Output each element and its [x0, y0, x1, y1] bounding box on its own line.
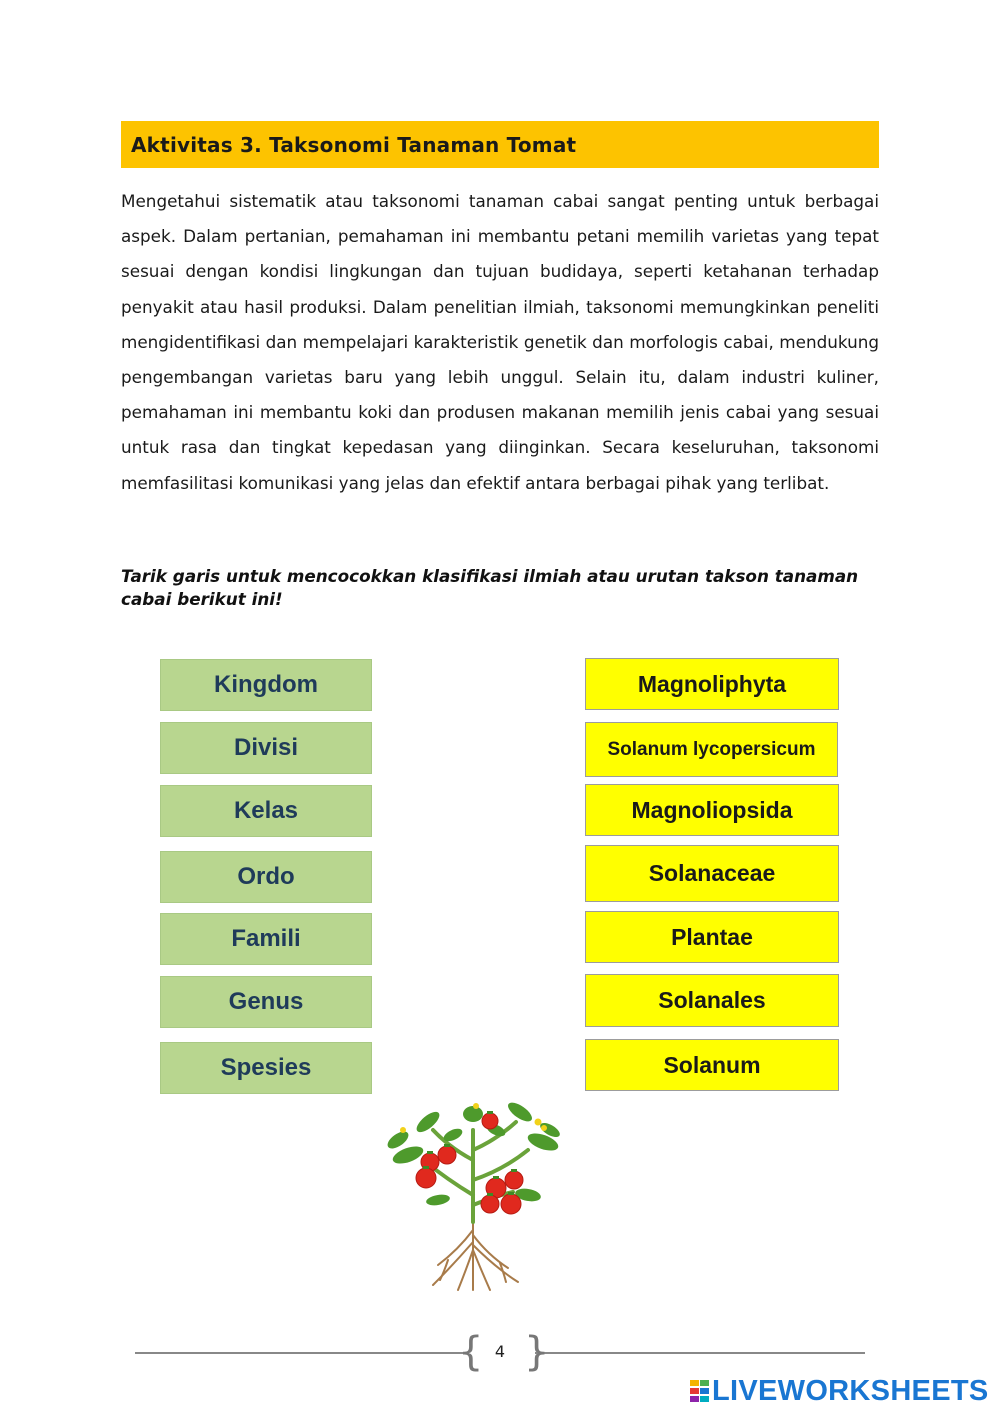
taxon-tile-solanales[interactable]: Solanales	[585, 974, 839, 1027]
footer-rule-right	[535, 1352, 865, 1354]
rank-tile-spesies[interactable]: Spesies	[160, 1042, 372, 1094]
taxon-tile-solanum[interactable]: Solanum	[585, 1039, 839, 1091]
instruction-text: Tarik garis untuk mencocokkan klasifikasi ilmiah atau urutan takson tanaman cabai berikut ini!	[121, 566, 859, 609]
left-brace-icon: {	[458, 1329, 484, 1375]
liveworksheets-mark-icon	[690, 1380, 710, 1402]
right-brace-icon: }	[524, 1329, 550, 1375]
rank-tile-divisi[interactable]: Divisi	[160, 722, 372, 774]
taxon-tile-solanum-lycopersicum[interactable]: Solanum lycopersicum	[585, 722, 838, 777]
rank-tile-genus[interactable]: Genus	[160, 976, 372, 1028]
rank-tile-famili[interactable]: Famili	[160, 913, 372, 965]
rank-tile-kingdom[interactable]: Kingdom	[160, 659, 372, 711]
rank-tile-kelas[interactable]: Kelas	[160, 785, 372, 837]
plant-roots	[433, 1220, 518, 1290]
taxon-tile-solanaceae[interactable]: Solanaceae	[585, 845, 839, 902]
brand-name: LIVEWORKSHEETS	[712, 1374, 989, 1407]
taxon-tile-plantae[interactable]: Plantae	[585, 911, 839, 963]
liveworksheets-logo	[690, 1376, 989, 1406]
rank-tile-ordo[interactable]: Ordo	[160, 851, 372, 903]
footer-rule-left	[135, 1352, 465, 1354]
activity-title: Aktivitas 3. Taksonomi Tanaman Tomat	[131, 132, 577, 157]
taxon-tile-magnoliopsida[interactable]: Magnoliopsida	[585, 784, 839, 836]
activity-title-bar	[121, 121, 879, 168]
tomato-plant-icon	[378, 1100, 568, 1292]
page-number: 4	[494, 1342, 506, 1361]
taxon-tile-magnoliphyta[interactable]: Magnoliphyta	[585, 658, 839, 710]
intro-paragraph: Mengetahui sistematik atau taksonomi tanaman cabai sangat penting untuk berbagai aspek. Dalam pertanian, pemahaman ini membantu petani memilih varietas yang tepat sesuai dengan kondisi lingkungan dan tujuan budidaya, seperti ketahanan terhadap penyakit atau hasil produksi. Dalam penelitian ilmiah, taksonomi memungkinkan peneliti mengidentifikasi dan mempelajari karakteristik genetik dan morfologis cabai, mendukung pengembangan varietas baru yang lebih unggul. Selain itu, dalam industri kuliner, pemahaman ini membantu koki dan produsen makanan memilih jenis cabai yang sesuai untuk rasa dan tingkat kepedasan yang diinginkan. Secara keseluruhan, taksonomi memfasilitasi komunikasi yang jelas dan efektif antara berbagai pihak yang terlibat.	[121, 191, 879, 493]
